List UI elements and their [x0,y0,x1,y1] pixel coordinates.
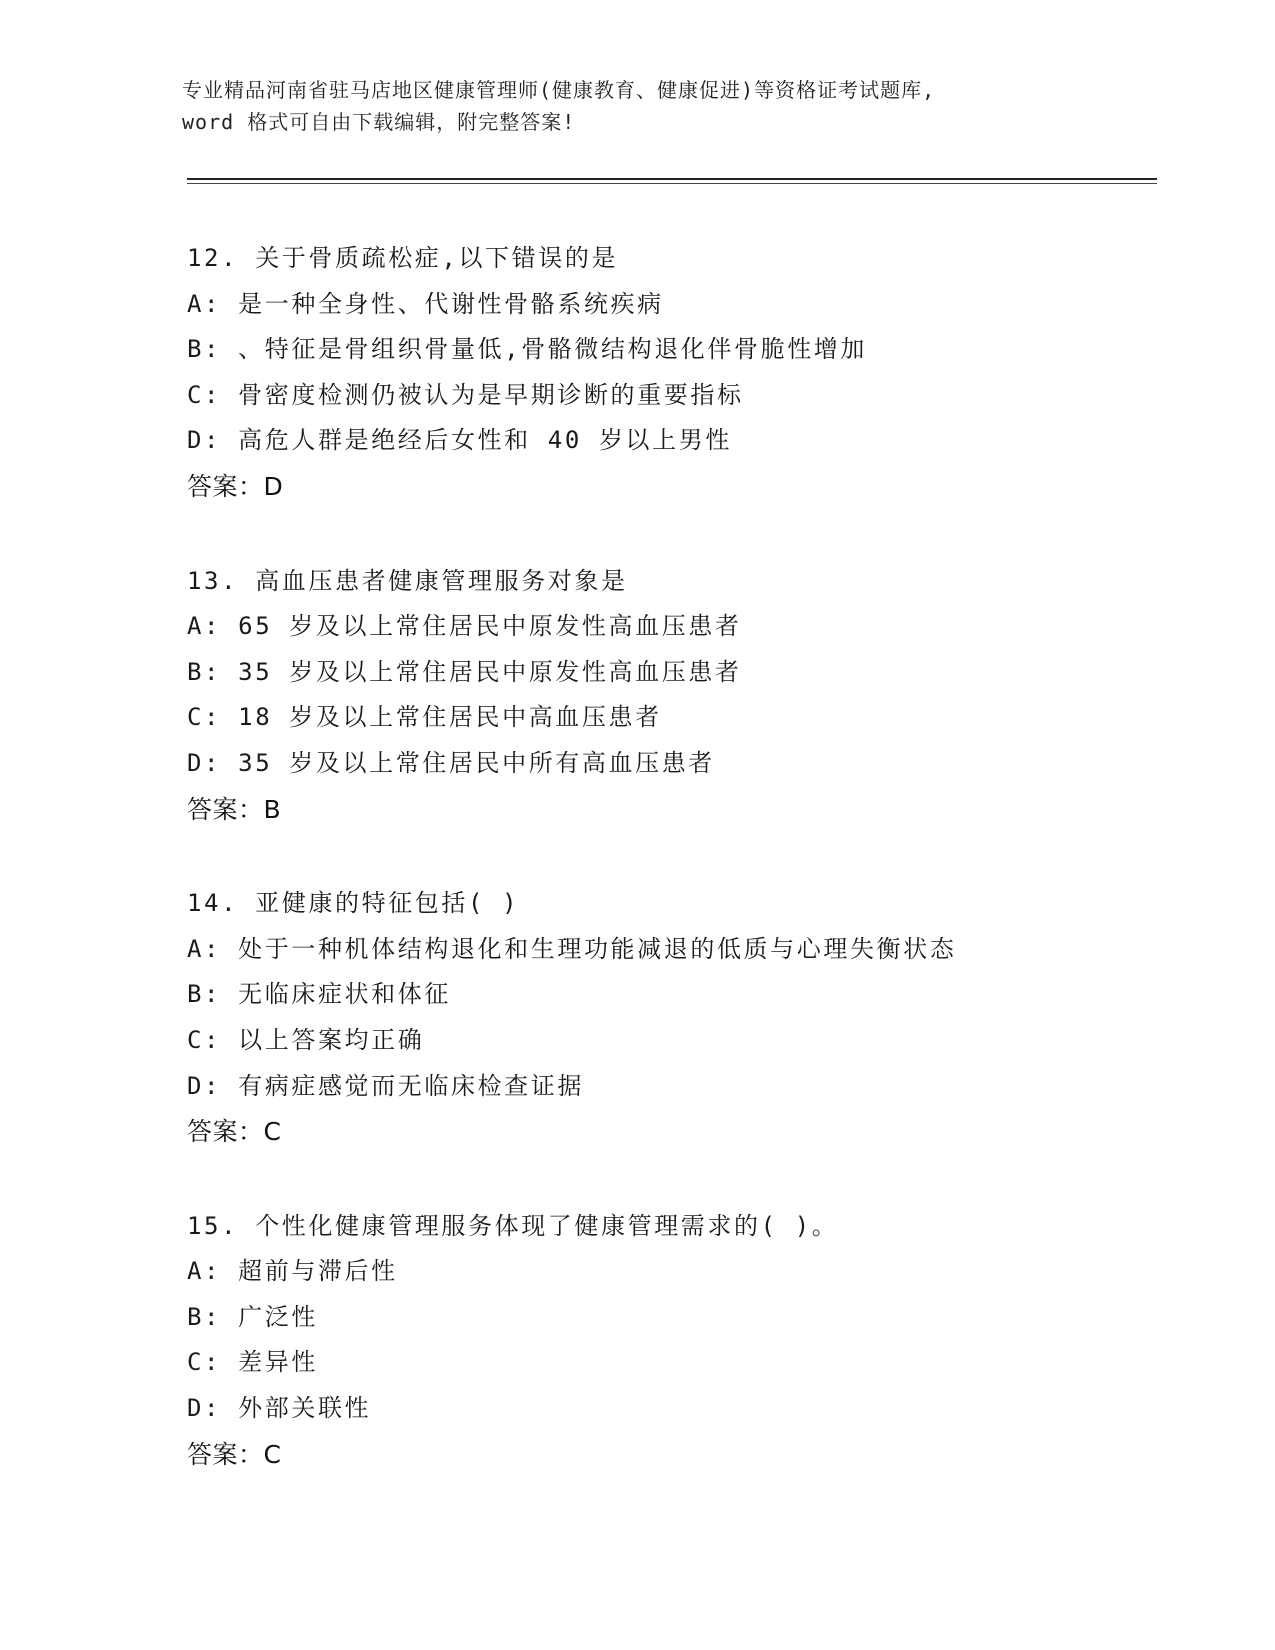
answer-line: 答案：D [187,471,284,501]
option-a: A: 65 岁及以上常住居民中原发性高血压患者 [187,612,742,641]
option-c: C: 18 岁及以上常住居民中高血压患者 [187,703,662,732]
question-15 [187,1204,1187,1478]
answer-line: 答案：C [187,1439,282,1469]
option-d: D: 有病症感觉而无临床检查证据 [187,1071,584,1100]
question-13 [187,559,1187,833]
option-d: D: 35 岁及以上常住居民中所有高血压患者 [187,748,715,777]
option-a: A: 是一种全身性、代谢性骨骼系统疾病 [187,289,664,318]
option-b: B: 35 岁及以上常住居民中原发性高血压患者 [187,657,742,686]
header-divider-thick [187,178,1157,180]
option-c: C: 以上答案均正确 [187,1025,425,1054]
option-c: C: 骨密度检测仍被认为是早期诊断的重要指标 [187,380,744,409]
question-stem: 12. 关于骨质疏松症,以下错误的是 [187,244,619,272]
question-12 [187,236,1187,510]
question-list [187,236,1187,1526]
option-a: A: 超前与滞后性 [187,1257,398,1286]
answer-line: 答案：B [187,794,282,824]
question-stem: 15. 个性化健康管理服务体现了健康管理需求的( )。 [187,1211,839,1240]
option-b: B: 、特征是骨组织骨量低,骨骼微结构退化伴骨脆性增加 [187,335,867,364]
question-14 [187,881,1187,1155]
header-line-1: 专业精品河南省驻马店地区健康管理师(健康教育、健康促进)等资格证考试题库, [182,78,936,102]
option-d: D: 外部关联性 [187,1394,372,1423]
header-divider-thin [187,183,1157,184]
option-d: D: 高危人群是绝经后女性和 40 岁以上男性 [187,426,732,455]
question-stem: 13. 高血压患者健康管理服务对象是 [187,566,628,595]
answer-line: 答案：C [187,1117,282,1147]
header-line-2: word 格式可自由下载编辑，附完整答案! [182,110,576,134]
document-header [182,74,1162,138]
question-stem: 14. 亚健康的特征包括( ) [187,889,520,918]
option-a: A: 处于一种机体结构退化和生理功能减退的低质与心理失衡状态 [187,934,957,963]
option-b: B: 广泛性 [187,1302,318,1331]
option-c: C: 差异性 [187,1348,318,1377]
option-b: B: 无临床症状和体征 [187,980,451,1009]
